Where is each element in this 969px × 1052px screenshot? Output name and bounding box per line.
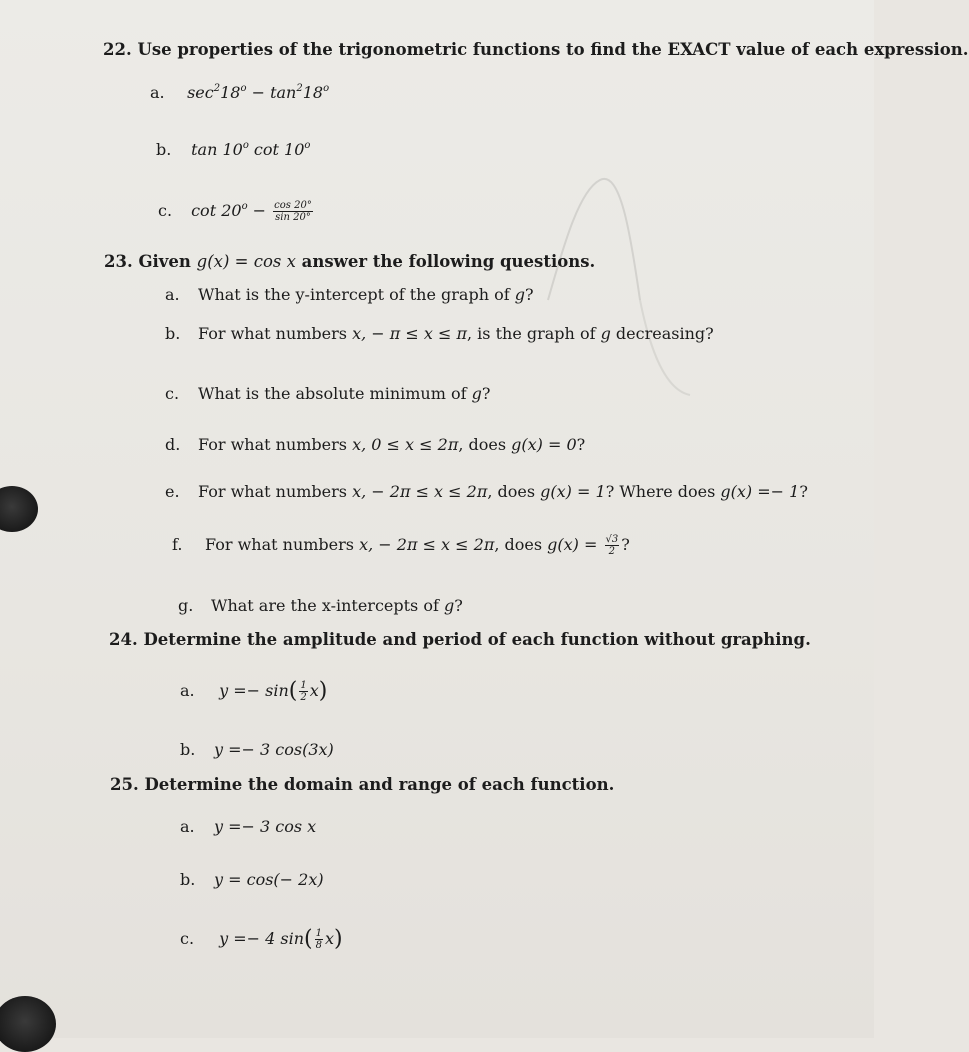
- q22c-fraction: $\frac{\cos 20^\circ}{\sin 20^\circ}$: [274, 200, 312, 223]
- q25-title: 25. Determine the domain and range of each function.: [110, 775, 615, 794]
- q23a: a. What is the y-intercept of the graph of g?: [165, 285, 534, 304]
- binder-hole-bottom: [0, 996, 56, 1052]
- q24b: b. y =− 3 cos(3x): [180, 740, 334, 759]
- q23f-fraction: $\frac{√3}{2}$: [605, 534, 619, 557]
- q23b: b. For what numbers x, − π ≤ x ≤ π, is the graph of g decreasing?: [165, 324, 714, 343]
- q22b-expression: tan 10$^o$ cot 10$^o$: [191, 140, 311, 159]
- q22a-expression: $\sec^218^o - \tan^218^o$: [187, 83, 330, 102]
- q25c: c. y =− 4 sin( $\frac{1}{8}$ x): [180, 926, 343, 952]
- q23f: f. For what numbers x, − 2π ≤ x ≤ 2π, does g(x) = $\frac{√3}{2}$ ?: [172, 534, 630, 557]
- q24a-expression: y =− sin( $\frac{1}{2}$ x): [219, 678, 328, 704]
- q25b: b. y = cos(− 2x): [180, 870, 324, 889]
- q24a: a. y =− sin( $\frac{1}{2}$ x): [180, 678, 328, 704]
- q23e: e. For what numbers x, − 2π ≤ x ≤ 2π, does g(x) = 1? Where does g(x) =− 1?: [165, 482, 808, 501]
- q22b: [156, 140, 310, 163]
- q24-title: 24. Determine the amplitude and period of each function without graphing.: [109, 630, 811, 649]
- q22a-label: a.: [150, 83, 165, 102]
- q23-title: 23. Given g(x) = cos x answer the following questions.: [104, 252, 596, 271]
- q25a: a. y =− 3 cos x: [180, 817, 317, 836]
- q23d: d. For what numbers x, 0 ≤ x ≤ 2π, does g(x) = 0?: [165, 435, 586, 454]
- q22c-expression: $\cot 20^o$ − $\frac{\cos 20^\circ}{\sin 20^\circ}$: [191, 200, 312, 223]
- q22c: [158, 200, 315, 224]
- q23c: c. What is the absolute minimum of g?: [165, 384, 491, 403]
- q22-title: 22. Use properties of the trigonometric functions to find the EXACT value of each expression.: [103, 40, 969, 59]
- q22b-label: b.: [156, 140, 172, 159]
- q22c-label: c.: [158, 201, 173, 220]
- q25c-expression: y =− 4 sin( $\frac{1}{8}$ x): [219, 926, 343, 952]
- q22a: [150, 83, 329, 106]
- q23g: g. What are the x-intercepts of g?: [178, 596, 463, 615]
